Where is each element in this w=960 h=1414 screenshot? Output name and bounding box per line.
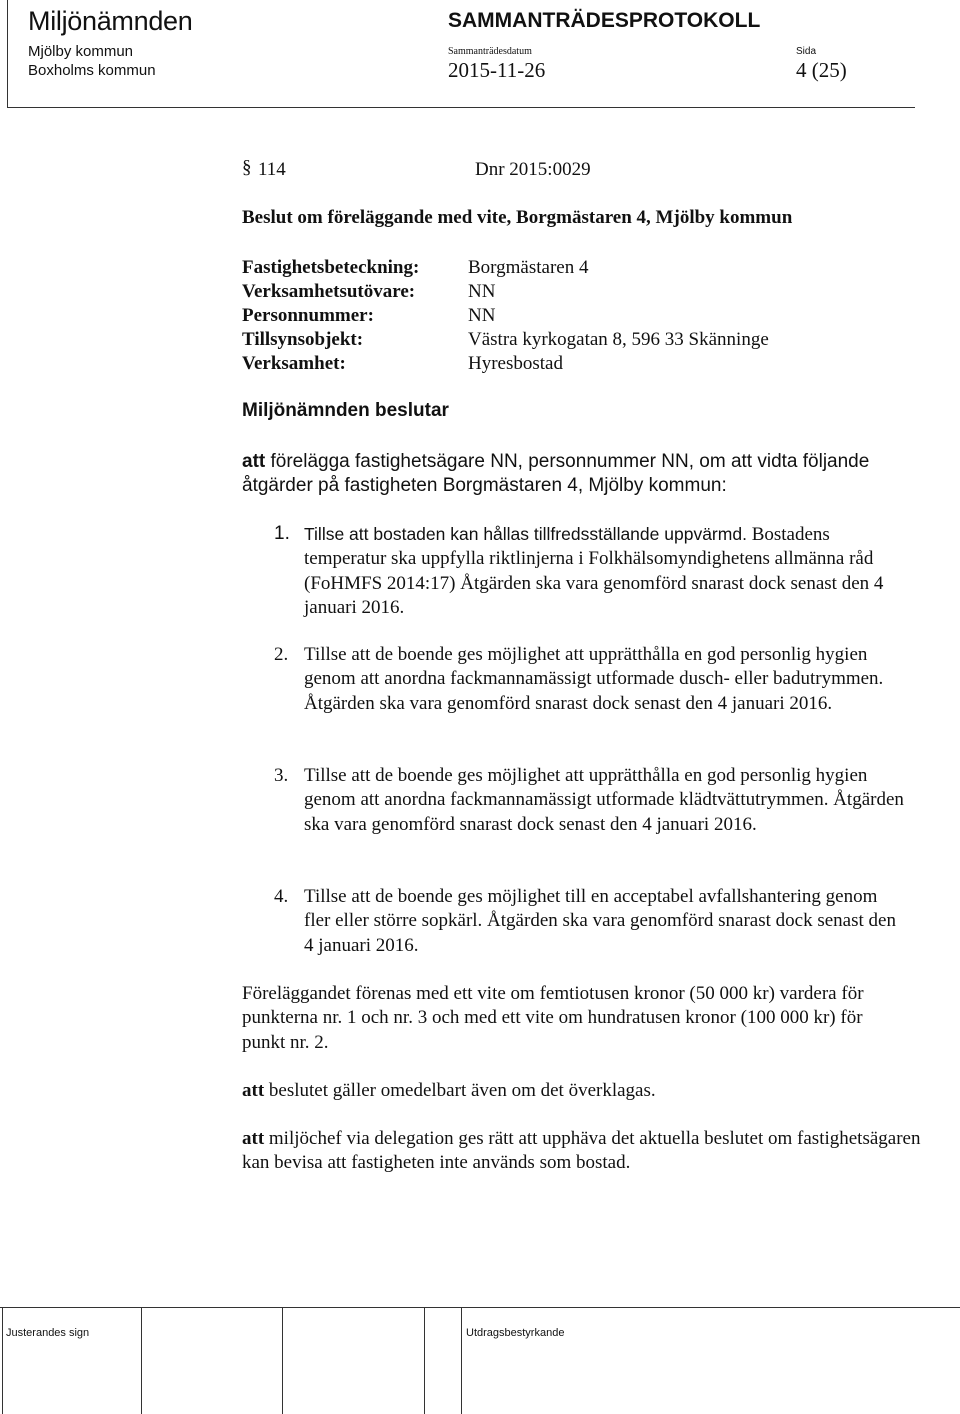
item-number-1: 1. bbox=[274, 523, 290, 544]
extract-certification-label: Utdragsbestyrkande bbox=[466, 1327, 565, 1339]
fact-value-personal-number: NN bbox=[468, 305, 496, 326]
document-type: SAMMANTRÄDESPROTOKOLL bbox=[448, 9, 761, 32]
fact-label-personal-number: Personnummer: bbox=[242, 305, 374, 326]
penalty-paragraph: Föreläggandet förenas med ett vite om femtiotusen kronor (50 000 kr) vardera för punkterna nr. 1 och nr. 3 och med ett vite om hundratusen kronor (100 000 kr) för punkt nr. 2. bbox=[242, 983, 864, 1053]
case-title: Beslut om föreläggande med vite, Borgmästaren 4, Mjölby kommun bbox=[242, 207, 793, 228]
item-number-2: 2. bbox=[274, 644, 289, 665]
footer-divider bbox=[424, 1307, 425, 1414]
org-title: Miljönämnden bbox=[28, 6, 193, 36]
meeting-date-value: 2015-11-26 bbox=[448, 58, 546, 82]
item-1-part-a: Tillse att bostaden kan hållas tillfredsställande uppvärmd. bbox=[304, 524, 747, 544]
final-text: beslutet gäller omedelbart även om det överklagas. bbox=[264, 1080, 656, 1101]
case-number: 114 bbox=[258, 159, 286, 180]
page-label: Sida bbox=[796, 46, 817, 57]
meeting-date-label: Sammanträdesdatum bbox=[448, 46, 532, 57]
fact-value-property: Borgmästaren 4 bbox=[468, 257, 589, 278]
item-number-4: 4. bbox=[274, 886, 289, 907]
diary-number: Dnr 2015:0029 bbox=[475, 159, 591, 180]
intro-att: att bbox=[242, 451, 266, 472]
fact-label-property: Fastighetsbeteckning: bbox=[242, 257, 420, 278]
header-left-rule bbox=[7, 0, 8, 108]
item-text-1 bbox=[304, 522, 904, 621]
final-att: att bbox=[242, 1080, 265, 1101]
fact-label-activity: Verksamhet: bbox=[242, 353, 346, 374]
item-text-4: Tillse att de boende ges möjlighet till en acceptabel avfallshantering genom fler eller större sopkärl. Åtgärden ska vara genomförd snarast dock senast den 4 januari 2016. bbox=[304, 886, 896, 956]
fact-value-activity: Hyresbostad bbox=[468, 353, 563, 374]
delegation-text: miljöchef via delegation ges rätt att upphäva det aktuella beslutet om fastighetsägaren kan bevisa att fastigheten inte används som bostad. bbox=[242, 1128, 921, 1174]
intro-text: förelägga fastighetsägare NN, personnummer NN, om att vidta följande åtgärder på fastigheten Borgmästaren 4, Mjölby kommun: bbox=[242, 451, 870, 497]
fact-label-operator: Verksamhetsutövare: bbox=[242, 281, 416, 302]
fact-value-operator: NN bbox=[468, 281, 496, 302]
fact-label-supervision-object: Tillsynsobjekt: bbox=[242, 329, 364, 350]
delegation-paragraph bbox=[242, 1127, 922, 1176]
item-number-3: 3. bbox=[274, 765, 289, 786]
footer-divider bbox=[2, 1307, 3, 1414]
paragraph-mark: § bbox=[242, 157, 252, 178]
fact-value-supervision-object: Västra kyrkogatan 8, 596 33 Skänninge bbox=[468, 329, 769, 350]
footer-divider bbox=[141, 1307, 142, 1414]
decision-intro bbox=[242, 450, 902, 499]
adjuster-signature-label: Justerandes sign bbox=[6, 1327, 90, 1339]
footer-divider bbox=[461, 1307, 462, 1414]
immediate-effect-paragraph bbox=[242, 1079, 882, 1103]
municipality-2: Boxholms kommun bbox=[28, 62, 156, 79]
item-text-2: Tillse att de boende ges möjlighet att upprätthålla en god personlig hygien genom att anordna fackmannamässigt utformade dusch- eller badutrymmen. Åtgärden ska vara genomförd snarast dock senast den 4 januari 2016. bbox=[304, 644, 884, 714]
footer-top-rule bbox=[0, 1307, 960, 1308]
municipality-1: Mjölby kommun bbox=[28, 43, 134, 60]
item-1-part-b: Bostadens temperatur ska uppfylla riktlinjerna i Folkhälsomyndighetens allmänna råd (FoHMFS 2014:17) Åtgärden ska vara genomförd snarast dock senast den 4 januari 2016. bbox=[304, 524, 884, 619]
header-bottom-rule bbox=[7, 107, 915, 108]
footer-divider bbox=[282, 1307, 283, 1414]
delegation-att: att bbox=[242, 1128, 265, 1149]
item-text-3: Tillse att de boende ges möjlighet att upprätthålla en god personlig hygien genom att anordna fackmannamässigt utformade klädtvättutrymmen. Åtgärden ska vara genomförd snarast dock senast den 4 januari 2016. bbox=[304, 765, 904, 835]
page-value: 4 (25) bbox=[796, 58, 847, 82]
decision-heading: Miljönämnden beslutar bbox=[242, 400, 449, 421]
